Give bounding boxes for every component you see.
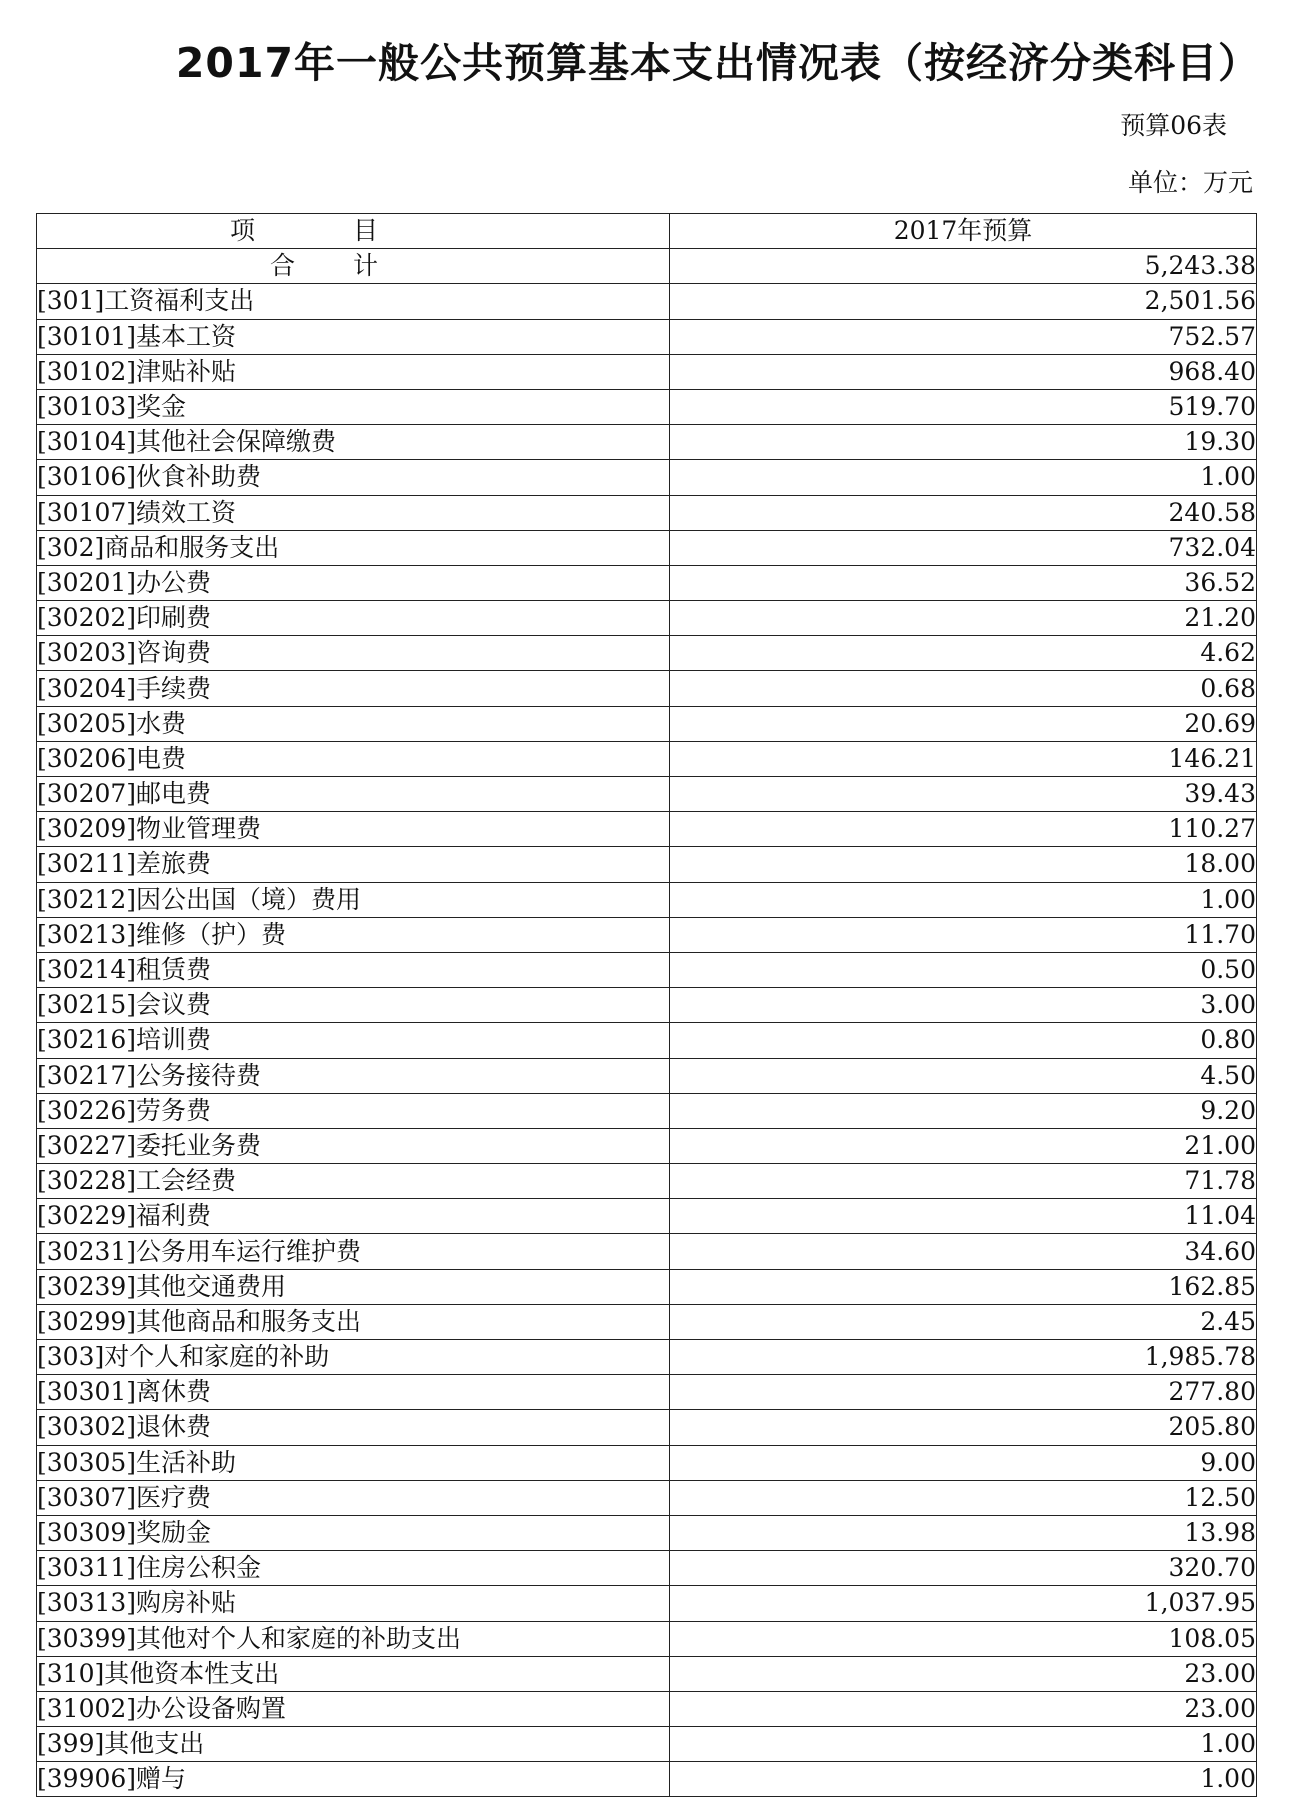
table-row	[37, 354, 1257, 389]
table-row	[37, 777, 1257, 812]
total-row	[37, 249, 1257, 284]
subcategory-label: [30313]购房补贴	[37, 1586, 670, 1621]
amount-cell: 39.43	[670, 777, 1257, 812]
table-row	[37, 1304, 1257, 1339]
amount-cell: 205.80	[670, 1410, 1257, 1445]
table-row	[37, 812, 1257, 847]
table-row	[37, 284, 1257, 319]
subcategory-label: [30305]生活补助	[37, 1445, 670, 1480]
amount-cell: 13.98	[670, 1515, 1257, 1550]
table-row	[37, 1515, 1257, 1550]
table-row	[37, 671, 1257, 706]
subcategory-label: [30101]基本工资	[37, 319, 670, 354]
amount-cell: 0.68	[670, 671, 1257, 706]
table-row	[37, 530, 1257, 565]
table-row	[37, 1445, 1257, 1480]
amount-cell: 11.04	[670, 1199, 1257, 1234]
table-row	[37, 1551, 1257, 1586]
amount-cell: 3.00	[670, 988, 1257, 1023]
subcategory-label: [30301]离休费	[37, 1375, 670, 1410]
table-row	[37, 1656, 1257, 1691]
amount-cell: 23.00	[670, 1691, 1257, 1726]
table-row	[37, 1586, 1257, 1621]
table-row	[37, 1410, 1257, 1445]
amount-cell: 36.52	[670, 565, 1257, 600]
amount-cell: 320.70	[670, 1551, 1257, 1586]
subcategory-label: [30227]委托业务费	[37, 1128, 670, 1163]
table-row	[37, 882, 1257, 917]
table-row	[37, 1234, 1257, 1269]
amount-cell: 2.45	[670, 1304, 1257, 1339]
amount-cell: 752.57	[670, 319, 1257, 354]
subcategory-label: [30214]租赁费	[37, 952, 670, 987]
amount-cell: 108.05	[670, 1621, 1257, 1656]
subcategory-label: [30231]公务用车运行维护费	[37, 1234, 670, 1269]
table-row	[37, 1093, 1257, 1128]
subcategory-label: [30215]会议费	[37, 988, 670, 1023]
subcategory-label: [30228]工会经费	[37, 1164, 670, 1199]
table-row	[37, 1164, 1257, 1199]
subcategory-label: [30202]印刷费	[37, 601, 670, 636]
table-row	[37, 847, 1257, 882]
table-row	[37, 389, 1257, 424]
amount-cell: 1.00	[670, 460, 1257, 495]
total-amount: 5,243.38	[670, 249, 1257, 284]
amount-cell: 146.21	[670, 741, 1257, 776]
table-row	[37, 988, 1257, 1023]
subcategory-label: [30213]维修（护）费	[37, 917, 670, 952]
amount-cell: 519.70	[670, 389, 1257, 424]
amount-cell: 110.27	[670, 812, 1257, 847]
subcategory-label: [30205]水费	[37, 706, 670, 741]
form-number: 预算06表	[1120, 111, 1227, 140]
amount-cell: 21.00	[670, 1128, 1257, 1163]
amount-cell: 11.70	[670, 917, 1257, 952]
subcategory-label: [30399]其他对个人和家庭的补助支出	[37, 1621, 670, 1656]
amount-cell: 1,037.95	[670, 1586, 1257, 1621]
column-header-amount: 2017年预算	[670, 214, 1257, 249]
amount-cell: 240.58	[670, 495, 1257, 530]
amount-cell: 2,501.56	[670, 284, 1257, 319]
subcategory-label: [30211]差旅费	[37, 847, 670, 882]
subcategory-label: [30201]办公费	[37, 565, 670, 600]
table-row	[37, 741, 1257, 776]
subcategory-label: [30226]劳务费	[37, 1093, 670, 1128]
subcategory-label: [30212]因公出国（境）费用	[37, 882, 670, 917]
amount-cell: 9.00	[670, 1445, 1257, 1480]
subcategory-label: [30203]咨询费	[37, 636, 670, 671]
subcategory-label: [30302]退休费	[37, 1410, 670, 1445]
subcategory-label: [30206]电费	[37, 741, 670, 776]
subcategory-label: [30204]手续费	[37, 671, 670, 706]
amount-cell: 732.04	[670, 530, 1257, 565]
table-row	[37, 1340, 1257, 1375]
table-row	[37, 1023, 1257, 1058]
amount-cell: 4.62	[670, 636, 1257, 671]
subcategory-label: [31002]办公设备购置	[37, 1691, 670, 1726]
unit-label: 单位：万元	[1127, 168, 1253, 197]
subcategory-label: [30104]其他社会保障缴费	[37, 425, 670, 460]
table-row	[37, 1058, 1257, 1093]
subcategory-label: [30217]公务接待费	[37, 1058, 670, 1093]
amount-cell: 20.69	[670, 706, 1257, 741]
amount-cell: 162.85	[670, 1269, 1257, 1304]
table-row	[37, 601, 1257, 636]
table-row	[37, 460, 1257, 495]
amount-cell: 1,985.78	[670, 1340, 1257, 1375]
category-label: [301]工资福利支出	[37, 284, 670, 319]
column-header-item: 项目	[37, 214, 670, 249]
amount-cell: 19.30	[670, 425, 1257, 460]
category-label: [310]其他资本性支出	[37, 1656, 670, 1691]
table-row	[37, 319, 1257, 354]
category-label: [399]其他支出	[37, 1727, 670, 1762]
total-label: 合计	[37, 249, 670, 284]
table-row	[37, 565, 1257, 600]
table-row	[37, 706, 1257, 741]
amount-cell: 1.00	[670, 1727, 1257, 1762]
table-row	[37, 1269, 1257, 1304]
amount-cell: 0.80	[670, 1023, 1257, 1058]
subcategory-label: [30102]津贴补贴	[37, 354, 670, 389]
table-row	[37, 425, 1257, 460]
amount-cell: 0.50	[670, 952, 1257, 987]
table-row	[37, 1762, 1257, 1797]
table-row	[37, 636, 1257, 671]
amount-cell: 968.40	[670, 354, 1257, 389]
amount-cell: 34.60	[670, 1234, 1257, 1269]
amount-cell: 4.50	[670, 1058, 1257, 1093]
subcategory-label: [30311]住房公积金	[37, 1551, 670, 1586]
subcategory-label: [30229]福利费	[37, 1199, 670, 1234]
subcategory-label: [30239]其他交通费用	[37, 1269, 670, 1304]
category-label: [302]商品和服务支出	[37, 530, 670, 565]
amount-cell: 71.78	[670, 1164, 1257, 1199]
table-row	[37, 917, 1257, 952]
amount-cell: 23.00	[670, 1656, 1257, 1691]
amount-cell: 277.80	[670, 1375, 1257, 1410]
table-row	[37, 1691, 1257, 1726]
table-row	[37, 495, 1257, 530]
subcategory-label: [30299]其他商品和服务支出	[37, 1304, 670, 1339]
subcategory-label: [30307]医疗费	[37, 1480, 670, 1515]
table-row	[37, 1375, 1257, 1410]
amount-cell: 9.20	[670, 1093, 1257, 1128]
budget-table	[36, 213, 1257, 1797]
subcategory-label: [39906]赠与	[37, 1762, 670, 1797]
subcategory-label: [30309]奖励金	[37, 1515, 670, 1550]
amount-cell: 18.00	[670, 847, 1257, 882]
table-row	[37, 1128, 1257, 1163]
amount-cell: 21.20	[670, 601, 1257, 636]
table-row	[37, 1621, 1257, 1656]
subcategory-label: [30209]物业管理费	[37, 812, 670, 847]
subcategory-label: [30207]邮电费	[37, 777, 670, 812]
amount-cell: 1.00	[670, 882, 1257, 917]
table-row	[37, 1480, 1257, 1515]
category-label: [303]对个人和家庭的补助	[37, 1340, 670, 1375]
subcategory-label: [30107]绩效工资	[37, 495, 670, 530]
subcategory-label: [30216]培训费	[37, 1023, 670, 1058]
table-row	[37, 1727, 1257, 1762]
subcategory-label: [30103]奖金	[37, 389, 670, 424]
table-row	[37, 952, 1257, 987]
subcategory-label: [30106]伙食补助费	[37, 460, 670, 495]
table-header-row	[37, 214, 1257, 249]
amount-cell: 1.00	[670, 1762, 1257, 1797]
amount-cell: 12.50	[670, 1480, 1257, 1515]
table-row	[37, 1199, 1257, 1234]
page-title: 2017年一般公共预算基本支出情况表（按经济分类科目）	[175, 39, 1260, 87]
